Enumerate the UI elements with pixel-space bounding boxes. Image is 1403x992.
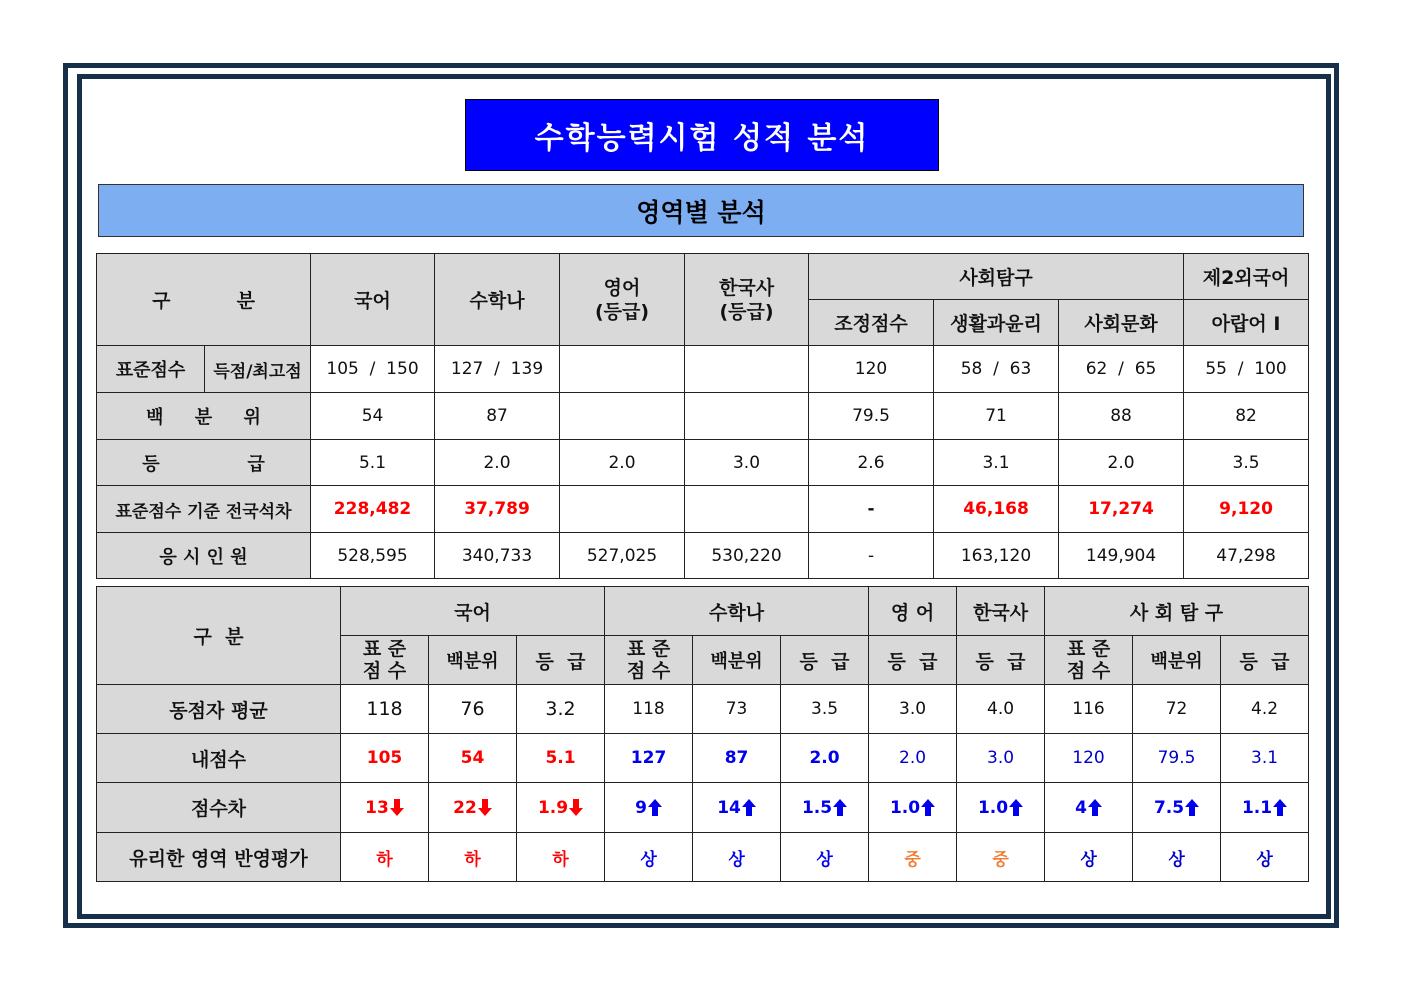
table-cell: 5.1 <box>311 440 435 486</box>
table-cell: 46,168 <box>934 486 1059 533</box>
header-gubun: 구 분 <box>97 254 311 346</box>
table-cell: 340,733 <box>435 533 560 579</box>
score-diff-value: 22 <box>453 797 477 818</box>
arrow-up-icon <box>833 799 847 816</box>
table-cell: 73 <box>693 685 781 734</box>
arrow-down-icon <box>569 799 583 816</box>
table-cell <box>685 346 809 393</box>
subheader-ethics: 생활과윤리 <box>934 300 1059 346</box>
score-table <box>96 253 1309 579</box>
table-row <box>97 783 1309 833</box>
subheader-adjusted: 조정점수 <box>809 300 934 346</box>
table-cell: 중 <box>957 833 1045 882</box>
table-cell: 하 <box>429 833 517 882</box>
arrow-up-icon <box>1009 799 1023 816</box>
table-cell: 120 <box>809 346 934 393</box>
table-cell: 2.0 <box>435 440 560 486</box>
header-history: 한국사 (등급) <box>685 254 809 346</box>
table-cell <box>781 783 869 833</box>
table-cell <box>957 783 1045 833</box>
table-cell: 47,298 <box>1184 533 1309 579</box>
subheader-std-score: 표 준 점 수 <box>341 636 429 685</box>
table-cell: 76 <box>429 685 517 734</box>
table-cell: 82 <box>1184 393 1309 440</box>
table-cell: 상 <box>1045 833 1133 882</box>
row-label: 득점/최고점 <box>205 346 311 393</box>
score-diff-value: 14 <box>717 797 741 818</box>
row-label: 동점자 평균 <box>97 685 341 734</box>
score-diff-value: 1.9 <box>537 797 569 818</box>
table-cell: 149,904 <box>1059 533 1184 579</box>
table-cell: 3.0 <box>869 685 957 734</box>
table-cell: 3.1 <box>934 440 1059 486</box>
table-cell: 상 <box>1133 833 1221 882</box>
table-cell: - <box>809 533 934 579</box>
table-cell <box>1221 783 1309 833</box>
score-diff-value: 9 <box>635 797 647 818</box>
table-cell: 87 <box>435 393 560 440</box>
table-cell: 120 <box>1045 734 1133 783</box>
table-cell: 9,120 <box>1184 486 1309 533</box>
table-cell: 하 <box>517 833 605 882</box>
table-cell: 상 <box>1221 833 1309 882</box>
table-row <box>97 833 1309 882</box>
table-cell: 528,595 <box>311 533 435 579</box>
table-cell: 3.0 <box>957 734 1045 783</box>
arrow-up-icon <box>648 799 662 816</box>
row-label: 응 시 인 원 <box>97 533 311 579</box>
table-cell <box>1045 783 1133 833</box>
score-diff-value: 1.1 <box>1241 797 1273 818</box>
table-cell: 58 / 63 <box>934 346 1059 393</box>
row-label: 점수차 <box>97 783 341 833</box>
table-cell: 2.6 <box>809 440 934 486</box>
table-cell: 3.0 <box>685 440 809 486</box>
table-cell: 3.2 <box>517 685 605 734</box>
table-cell: 530,220 <box>685 533 809 579</box>
subheader-culture: 사회문화 <box>1059 300 1184 346</box>
score-diff-value: 1.5 <box>801 797 833 818</box>
table-cell <box>560 346 685 393</box>
header-english: 영어 (등급) <box>560 254 685 346</box>
subheader-grade: 등 급 <box>781 636 869 685</box>
score-diff-value: 1.0 <box>889 797 921 818</box>
table-cell <box>1133 783 1221 833</box>
table-cell: 127 <box>605 734 693 783</box>
arrow-down-icon <box>478 799 492 816</box>
row-label: 유리한 영역 반영평가 <box>97 833 341 882</box>
table-cell <box>693 783 781 833</box>
table-row <box>97 486 1309 533</box>
table-cell: 4.2 <box>1221 685 1309 734</box>
subheader-grade: 등 급 <box>1221 636 1309 685</box>
table-cell <box>560 393 685 440</box>
table-row <box>97 440 1309 486</box>
header-english: 영 어 <box>869 587 957 636</box>
score-diff-value: 13 <box>365 797 389 818</box>
arrow-up-icon <box>1088 799 1102 816</box>
subheader-percentile: 백분위 <box>1133 636 1221 685</box>
subheader-percentile: 백분위 <box>429 636 517 685</box>
table-cell: 4.0 <box>957 685 1045 734</box>
table-cell: - <box>809 486 934 533</box>
arrow-up-icon <box>1185 799 1199 816</box>
table-cell: 88 <box>1059 393 1184 440</box>
header-history: 한국사 <box>957 587 1045 636</box>
header-social: 사회탐구 <box>809 254 1184 300</box>
header-social: 사 회 탐 구 <box>1045 587 1309 636</box>
table-cell: 2.0 <box>560 440 685 486</box>
table-cell <box>517 783 605 833</box>
table-cell: 527,025 <box>560 533 685 579</box>
subheader-grade: 등 급 <box>869 636 957 685</box>
table-cell: 54 <box>311 393 435 440</box>
table-cell: 17,274 <box>1059 486 1184 533</box>
table-cell: 127 / 139 <box>435 346 560 393</box>
table-cell: 118 <box>605 685 693 734</box>
page-title: 수학능력시험 성적 분석 <box>465 99 939 171</box>
arrow-up-icon <box>1273 799 1287 816</box>
row-label: 표준점수 기준 전국석차 <box>97 486 311 533</box>
header-second-lang: 제2외국어 <box>1184 254 1309 300</box>
table-cell <box>685 486 809 533</box>
subheader-grade: 등 급 <box>957 636 1045 685</box>
table-cell <box>605 783 693 833</box>
section-title: 영역별 분석 <box>98 184 1304 237</box>
table-cell: 2.0 <box>869 734 957 783</box>
table-cell: 37,789 <box>435 486 560 533</box>
table-cell: 3.5 <box>1184 440 1309 486</box>
subheader-grade: 등 급 <box>517 636 605 685</box>
score-diff-value: 7.5 <box>1153 797 1185 818</box>
row-label: 등 급 <box>97 440 311 486</box>
table-row <box>97 685 1309 734</box>
table-row <box>97 346 1309 393</box>
score-diff-value: 1.0 <box>977 797 1009 818</box>
score-diff-value: 4 <box>1075 797 1087 818</box>
table-cell: 116 <box>1045 685 1133 734</box>
table-cell: 2.0 <box>781 734 869 783</box>
table-cell: 163,120 <box>934 533 1059 579</box>
table-cell: 87 <box>693 734 781 783</box>
table-cell: 3.5 <box>781 685 869 734</box>
table-cell <box>341 783 429 833</box>
table-cell: 55 / 100 <box>1184 346 1309 393</box>
row-label: 내점수 <box>97 734 341 783</box>
arrow-up-icon <box>742 799 756 816</box>
table-cell: 5.1 <box>517 734 605 783</box>
header-korean: 국어 <box>341 587 605 636</box>
row-label: 백 분 위 <box>97 393 311 440</box>
table-cell: 72 <box>1133 685 1221 734</box>
table-cell <box>869 783 957 833</box>
table-cell: 3.1 <box>1221 734 1309 783</box>
table-cell: 중 <box>869 833 957 882</box>
subheader-arabic: 아랍어 Ⅰ <box>1184 300 1309 346</box>
table-cell: 62 / 65 <box>1059 346 1184 393</box>
table-cell <box>560 486 685 533</box>
table-row <box>97 734 1309 783</box>
table-cell: 71 <box>934 393 1059 440</box>
subheader-std-score: 표 준 점 수 <box>605 636 693 685</box>
table-cell: 상 <box>781 833 869 882</box>
table-cell: 79.5 <box>1133 734 1221 783</box>
table-cell <box>685 393 809 440</box>
table-cell: 2.0 <box>1059 440 1184 486</box>
row-label: 표준점수 <box>97 346 205 393</box>
table-cell: 상 <box>693 833 781 882</box>
header-gubun: 구 분 <box>97 587 341 685</box>
comparison-table <box>96 586 1309 882</box>
arrow-up-icon <box>921 799 935 816</box>
table-cell: 하 <box>341 833 429 882</box>
table-cell: 상 <box>605 833 693 882</box>
subheader-percentile: 백분위 <box>693 636 781 685</box>
table-cell <box>429 783 517 833</box>
header-korean: 국어 <box>311 254 435 346</box>
table-cell: 105 / 150 <box>311 346 435 393</box>
table-cell: 118 <box>341 685 429 734</box>
table-row <box>97 393 1309 440</box>
header-math: 수학나 <box>435 254 560 346</box>
table-cell: 105 <box>341 734 429 783</box>
subheader-std-score: 표 준 점 수 <box>1045 636 1133 685</box>
table-cell: 228,482 <box>311 486 435 533</box>
table-cell: 79.5 <box>809 393 934 440</box>
header-math: 수학나 <box>605 587 869 636</box>
table-cell: 54 <box>429 734 517 783</box>
table-row <box>97 533 1309 579</box>
arrow-down-icon <box>390 799 404 816</box>
